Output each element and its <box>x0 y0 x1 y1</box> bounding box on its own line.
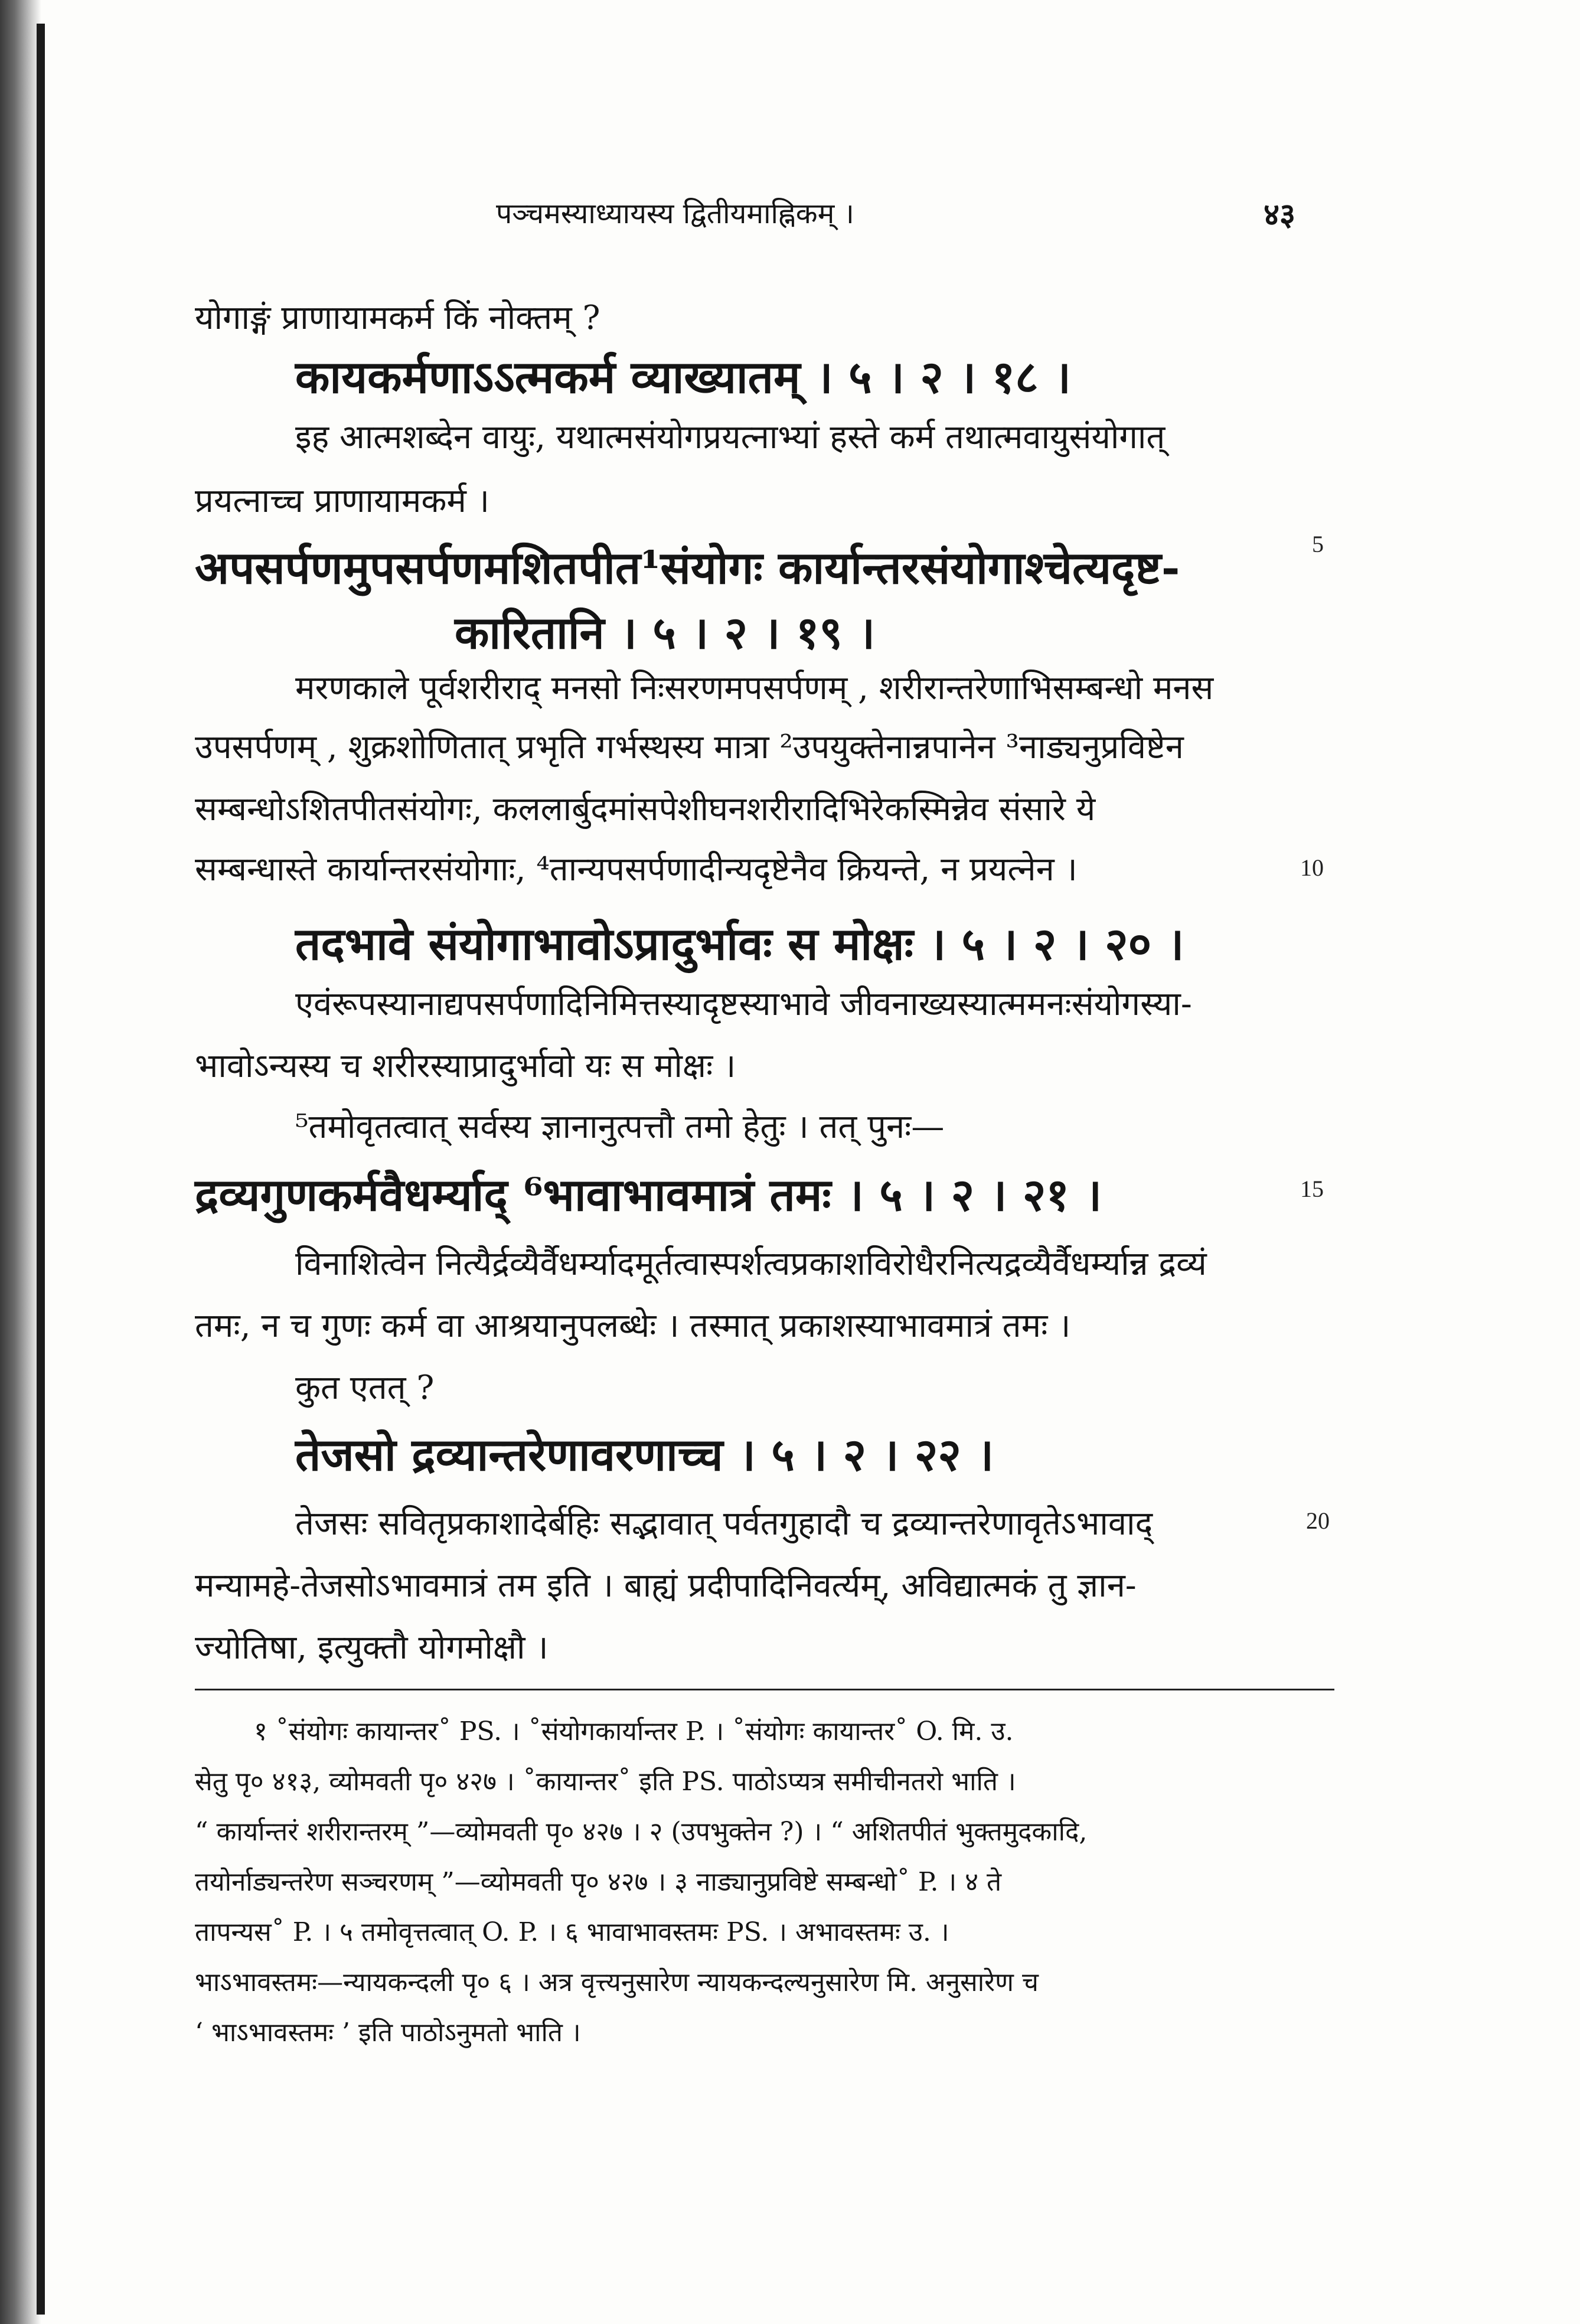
sutra-18: कायकर्मणाऽऽत्मकर्म व्याख्यातम् । ५ । २ । १८ । <box>295 351 1071 403</box>
commentary-line: मन्यामहे-तेजसोऽभावमात्रं तम इति । बाह्यं प्रदीपादिनिवर्त्यम्, अविद्यात्मकं तु ज्ञान- <box>195 1566 1137 1605</box>
line-number-20: 20 <box>1306 1507 1330 1534</box>
footnote-line: तयोर्नाड्यन्तरेण सञ्चरणम् ”—व्योमवती पृ० ४२७ । ३ नाड्यानुप्रविष्टे सम्बन्धो˚ P. । ४ ते <box>195 1867 1002 1897</box>
binding-edge <box>37 24 45 2315</box>
commentary-line: ज्योतिषा, इत्युक्तौ योगमोक्षौ । <box>195 1628 549 1667</box>
sutra-19-line-2: कारितानि । ५ । २ । १९ । <box>455 606 876 659</box>
commentary-line: तेजसः सवितृप्रकाशादेर्बहिः सद्भावात् पर्वतगुहादौ च द्रव्यान्तरेणावृतेऽभावाद् <box>295 1504 1153 1543</box>
commentary-line: इह आत्मशब्देन वायुः, यथात्मसंयोगप्रयत्नाभ्यां हस्ते कर्म तथात्मवायुसंयोगात् <box>295 418 1166 456</box>
footnote-line: सेतु पृ० ४१३, व्योमवती पृ० ४२७ । ˚कायान्तर˚ इति PS. पाठोऽप्यत्र समीचीनतरो भाति । <box>195 1767 1016 1797</box>
line-number-10: 10 <box>1300 854 1324 881</box>
commentary-line: उपसर्पणम् , शुक्रशोणितात् प्रभृति गर्भस्थस्य मात्रा ²उपयुक्तेनान्नपानेन ³नाड्यनुप्रविष्टेन <box>195 728 1184 766</box>
commentary-line: तमः, न च गुणः कर्म वा आश्रयानुपलब्धेः । तस्मात् प्रकाशस्याभावमात्रं तमः । <box>195 1307 1071 1345</box>
commentary-line: सम्बन्धास्ते कार्यान्तरसंयोगाः, ⁴तान्यपसर्पणादीन्यदृष्टेनैव क्रियन्ते, न प्रयत्नेन । <box>195 850 1078 889</box>
commentary-line: एवंरूपस्यानाद्यपसर्पणादिनिमित्तस्यादृष्टस्याभावे जीवनाख्यस्यात्ममनःसंयोगस्या- <box>295 985 1192 1023</box>
question-line: कुत एतत् ? <box>295 1369 435 1407</box>
commentary-line: विनाशित्वेन नित्यैर्द्रव्यैर्वैधर्म्यादमूर्तत्वास्पर्शत्वप्रकाशविरोधैरनित्यद्रव्यैर्वैधर्म्यान्न द्रव्यं <box>295 1245 1207 1283</box>
commentary-line: भावोऽन्यस्य च शरीरस्याप्रादुर्भावो यः स मोक्षः । <box>195 1047 736 1085</box>
line-number-15: 15 <box>1300 1176 1324 1202</box>
commentary-line: सम्बन्धोऽशितपीतसंयोगः, कललार्बुदमांसपेशीघनशरीरादिभिरेकस्मिन्नेव संसारे ये <box>195 790 1096 828</box>
page-number: ४३ <box>1264 197 1296 233</box>
sutra-21: द्रव्यगुणकर्मवैधर्म्याद् ⁶भावाभावमात्रं तमः । ५ । २ । २१ । <box>195 1168 1102 1221</box>
line-number-5: 5 <box>1312 531 1324 557</box>
sutra-22: तेजसो द्रव्यान्तरेणावरणाच्च । ५ । २ । २२ । <box>295 1428 994 1481</box>
binding-shadow <box>0 0 41 2324</box>
footnote-line: १ ˚संयोगः कायान्तर˚ PS. । ˚संयोगकार्यान्तर P. । ˚संयोगः कायान्तर˚ O. मि. उ. <box>254 1716 1014 1747</box>
footnote-line: तापन्यस˚ P. । ५ तमोवृत्तत्वात् O. P. । ६ भावाभावस्तमः PS. । अभावस्तमः उ. । <box>195 1917 949 1947</box>
sutra-20: तदभावे संयोगाभावोऽप्रादुर्भावः स मोक्षः । ५ । २ । २० । <box>295 918 1184 970</box>
footnote-line: भाऽभावस्तमः—न्यायकन्दली पृ० ६ । अत्र वृत्त्यनुसारेण न्यायकन्दल्यनुसारेण मि. अनुसारेण च <box>195 1967 1039 1997</box>
footnote-line: “ कार्यान्तरं शरीरान्तरम् ”—व्योमवती पृ० ४२७ । २ (उपभुक्तेन ?) । “ अशितपीतं भुक्तमुदकादि, <box>195 1817 1088 1847</box>
footnote-line: ‘ भाऽभावस्तमः ’ इति पाठोऽनुमतो भाति । <box>195 2018 581 2048</box>
commentary-line: प्रयत्नाच्च प्राणायामकर्म । <box>195 482 489 520</box>
sutra-19-line-1: अपसर्पणमुपसर्पणमशितपीत¹संयोगः कार्यान्तरसंयोगाश्चेत्यदृष्ट- <box>195 541 1180 594</box>
commentary-line: मरणकाले पूर्वशरीराद् मनसो निःसरणमपसर्पणम् , शरीरान्तरेणाभिसम्बन्धो मनस <box>295 669 1214 707</box>
question-line: योगाङ्गं प्राणायामकर्म किं नोक्तम् ? <box>195 299 600 337</box>
footnote-rule <box>195 1689 1334 1690</box>
running-title: पञ्चमस्याध्यायस्य द्वितीयमाह्निकम् । <box>496 197 854 230</box>
commentary-line: ⁵तमोवृतत्वात् सर्वस्य ज्ञानानुत्पत्तौ तमो हेतुः । तत् पुनः— <box>295 1108 945 1146</box>
